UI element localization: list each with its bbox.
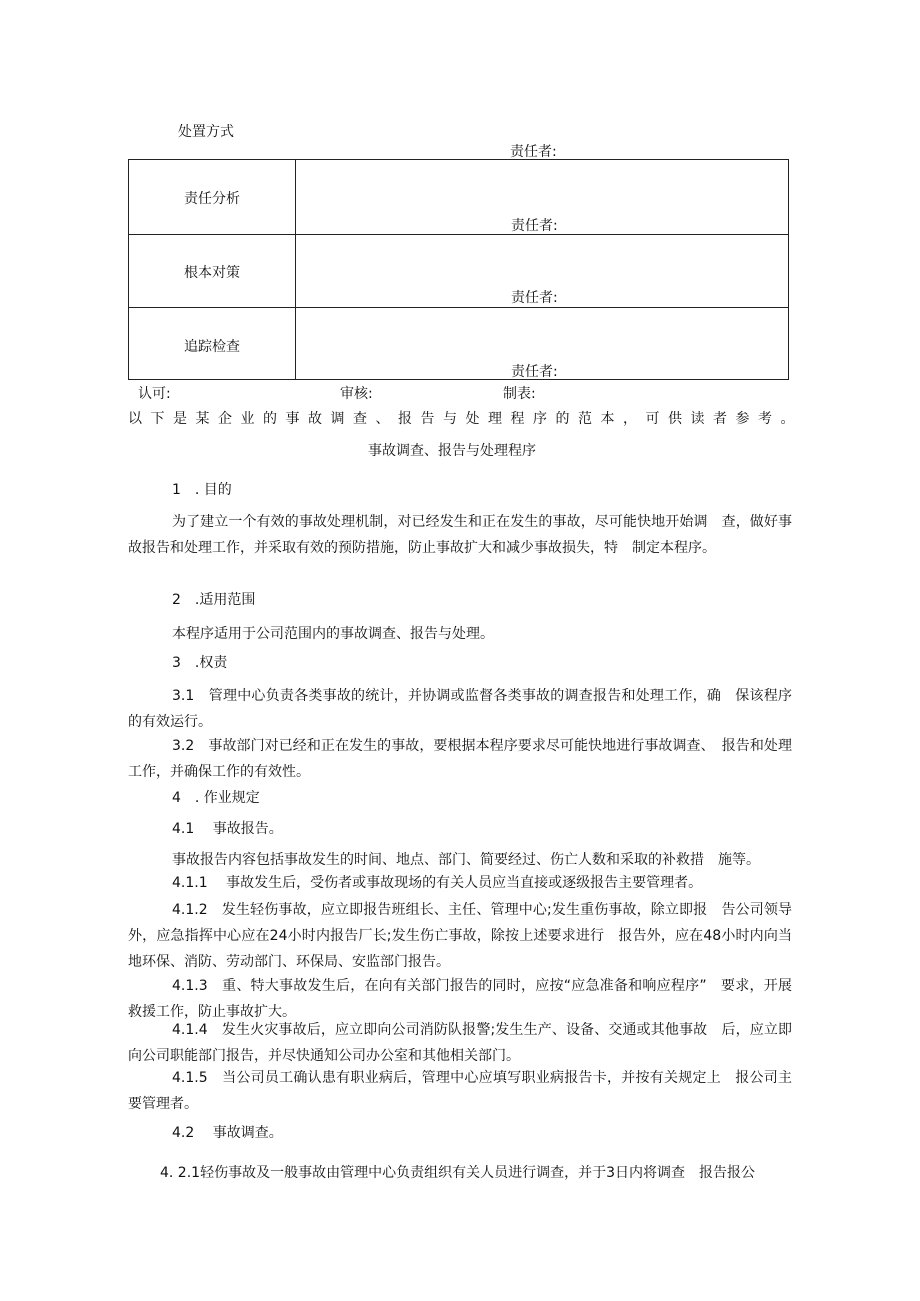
item-4-1-5: 4.1.5 当公司员工确认患有职业病后，管理中心应填写职业病报告卡，并按有关规定上 报公司主要管理者。 <box>128 1070 792 1112</box>
disposal-label: 处置方式 <box>178 124 234 140</box>
section-1-text: 为了建立一个有效的事故处理机制，对已经发生和正在发生的事故，尽可能快地开始调 查，做好事故报告和处理工作，并采取有效的预防措施，防止事故扩大和减少事故损失，特 制定本程序。 <box>128 514 792 556</box>
row-divider <box>129 307 788 308</box>
sign-make: 制表: <box>503 386 536 402</box>
section-4-heading: 4 . 作业规定 <box>172 790 260 806</box>
intro-line: 以下是某企业的事故调查、报告与处理程序的范本，可供读者参考。 <box>128 411 803 427</box>
section-2-text: 本程序适用于公司范围内的事故调查、报告与处理。 <box>172 626 494 642</box>
item-4-1-heading: 4.1 事故报告。 <box>172 821 283 837</box>
row-label-responsibility: 责任分析 <box>184 191 240 207</box>
row-divider <box>129 234 788 235</box>
row-responsible: 责任者: <box>511 290 558 306</box>
item-3-1: 3.1 管理中心负责各类事故的统计，并协调或监督各类事故的调查报告和处理工作，确 保该程序的有效运行。 <box>128 688 792 730</box>
section-3-heading: 3 .权责 <box>172 655 228 671</box>
column-divider <box>295 160 296 379</box>
row-label-countermeasure: 根本对策 <box>184 265 240 281</box>
section-2-heading: 2 .适用范围 <box>172 592 256 608</box>
doc-title: 事故调查、报告与处理程序 <box>368 443 536 459</box>
item-4-1-1: 4.1.1 事故发生后，受伤者或事故现场的有关人员应当直接或逐级报告主要管理者。 <box>172 875 703 891</box>
row-responsible: 责任者: <box>511 364 558 380</box>
item-4-1-text: 事故报告内容包括事故发生的时间、地点、部门、简要经过、伤亡人数和采取的补救措 施等。 <box>172 852 760 868</box>
top-responsible: 责任者: <box>510 144 557 160</box>
item-4-1-3: 4.1.3 重、特大事故发生后，在向有关部门报告的同时，应按“应急准备和响应程序” 要求，开展救援工作，防止事故扩大。 <box>128 978 792 1020</box>
item-4-1-4: 4.1.4 发生火灾事故后，应立即向公司消防队报警;发生生产、设备、交通或其他事故 后，应立即向公司职能部门报告，并尽快通知公司办公室和其他相关部门。 <box>128 1022 792 1064</box>
form-table <box>128 159 789 380</box>
item-4-2-1: 4. 2.1轻伤事故及一般事故由管理中心负责组织有关人员进行调查，并于3日内将调查 报告报公 <box>160 1165 755 1181</box>
item-4-2-heading: 4.2 事故调查。 <box>172 1125 283 1141</box>
item-3-2: 3.2 事故部门对已经和正在发生的事故，要根据本程序要求尽可能快地进行事故调查、 报告和处理工作，并确保工作的有效性。 <box>128 738 792 780</box>
sign-review: 审核: <box>340 386 373 402</box>
row-label-followup: 追踪检查 <box>184 339 240 355</box>
section-1-heading: 1 . 目的 <box>172 482 232 498</box>
row-responsible: 责任者: <box>511 218 558 234</box>
item-4-1-2: 4.1.2 发生轻伤事故，应立即报告班组长、主任、管理中心;发生重伤事故，除立即报 告公司领导外，应急指挥中心应在24小时内报告厂长;发生伤亡事故，除按上述要求进行 报告外，应在48小时内向当地环保、消防、劳动部门、环保局、安监部门报告。 <box>128 902 792 970</box>
sign-approve: 认可: <box>138 386 171 402</box>
